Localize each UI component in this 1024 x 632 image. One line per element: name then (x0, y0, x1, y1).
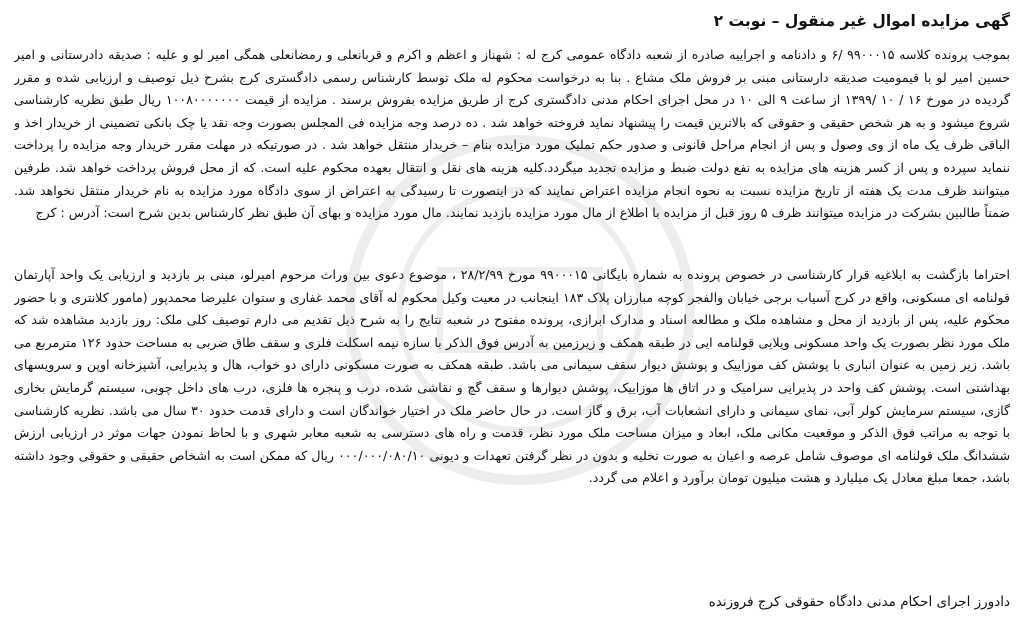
expert-report-paragraph: احتراما بازگشت به ابلاغیه قرار کارشناسی در خصوص پرونده به شماره بایگانی ۹۹۰۰۰۱۵ مورخ ۲۸/۲/۹۹ ، موضوع دعوی بین وراث مرحوم امیرلو، مبنی بر بازدید و ارزیابی یک واحد آپارتمان قولنامه ای مسکونی، واقع در کرج آسیاب برجی خیابان والفجر کوچه مبارزان پلاک ۱۸۳ اینجانب در معیت وکیل محکوم له آقای محمد غفاری و ستوان علیرضا محمدپور (مامور کلانتری و با حضور محکوم علیه، پس از بازدید از محل و مشاهده ملک و مطالعه اسناد و مدارک ابرازی، پرونده مفتوح در شعبه نتایج را به شرح ذیل تقدیم می دارم توصیف کلی ملک: روز بازدید مشاهده شد که ملک مورد نظر بصورت یک واحد مسکونی ویلایی قولنامه ایی در طبقه همکف و زیرزمین به آدرس فوق الذکر با سازه نیمه اسکلت فلزی و سقف طاق ضربی به مساحت حدود ۱۲۶ مترمربع می باشد. زیر زمین به عنوان انباری با پوشش کف موزاییک و پوشش دیوار سقف سیمانی می باشد. طبقه همکف به صورت مسکونی دارای دو خواب، هال و پذیرایی، آشپزخانه اوپن و سرویسهای بهداشتی است. پوشش کف واحد در پذیرایی سرامیک و در اتاق ها موزاییک، پوشش دیوارها و سقف گچ و نقاشی شده، درب و پنجره ها فلزی، درب های داخل چوبی، سیستم گرمایش بخاری گازی، سیستم سرمایش کولر آبی، نمای سیمانی و دارای انشعابات آب، برق و گاز است. در حال حاضر ملک در اختیار خواندگان است و دارای قدمت حدود ۳۰ سال می باشد. نظریه کارشناسی با توجه به مراتب فوق الذکر و موقعیت مکانی ملک، ابعاد و میزان مساحت ملک مورد نظر، قدمت و راه های دسترسی به شعبه معابر شهری و با لحاظ نمودن جهات موثر در ارزیابی ارزش ششدانگ ملک قولنامه ای موصوف شامل عرصه و اعیان به صورت تخلیه و بدون در نظر گرفتن تعهدات و دیونی ۰۰۰/۰۰۰/۰۸۰/۱۰ ریال که ممکن است به اشخاص حقیقی و حقوقی وجود داشته باشد، جمعا مبلغ معادل یک میلیارد و هشت میلیون تومان برآورد و اعلام می گردد. (14, 267, 1010, 486)
notice-title: گهی مزایده اموال غیر منقول – نوبت ۲ (713, 12, 1010, 30)
signature-line: دادورز اجرای احکام مدنی دادگاه حقوقی کرج فروزنده (708, 594, 1010, 610)
notice-paragraph-1: بموجب پرونده کلاسه ۹۹۰۰۰۱۵ /۶ و دادنامه و اجراییه صادره از شعبه دادگاه عمومی کرج له : شهناز و اعظم و اکرم و قربانعلی و رمضانعلی همگی امیر لو و علیه : صدیقه دادرستانی و امیر حسین امیر لو با قیمومیت صدیقه دارستانی مبنی بر فروش ملک مشاع . بنا به درخواست محکوم له ملک توسط کارشناس رسمی دادگستری کرج بشرح ذیل توصیف و ارزیابی شده و مقرر گردیده در مورخ ۱۶ / ۱۰ /۱۳۹۹ از ساعت ۹ الی ۱۰ در محل اجرای احکام مدنی دادگستری کرج از طریق مزایده بفروش برسند . مزایده از قیمت ۱۰۰۸۰۰۰۰۰۰۰ ریال طبق نظریه کارشناسی شروع میشود و به هر شخص حقیقی و حقوقی که بالاترین قیمت را پیشنهاد نماید فروخته خواهد شد . ده درصد وجه مزایده فی المجلس بصورت وجه نقد یا چک بانکی تضمینی از خریدار اخذ و الباقی ظرف یک ماه از وی وصول و پس از انجام مراحل قانونی و صدور حکم تملیک مورد مزایده بنام – خریدار منتقل خواهد شد . در صورتیکه در مهلت مقرر خریدار وجه مزایده را پرداخت ننماید سپرده و پس از کسر هزینه های مزایده به نفع دولت ضبط و مزایده تجدید میگردد.کلیه هزینه های نقل و انتقال بعهده محکوم علیه است. که از محل فروش پرداخت خواهد شد. طرفین میتوانند ظرف مدت یک هفته از تاریخ مزایده نسبت به نحوه انجام مزایده اعتراض نمایند که در اینصورت تا رسیدگی به اعتراض از سوی دادگاه مورد مزایده به نام خریدار منتقل نخواهد شد. ضمناً طالبین بشرکت در مزایده میتوانند ظرف ۵ روز قبل از مزایده با اطلاع از مال مورد مزایده بازدید نمایند. مال مورد مزایده و بهای آن طبق نظر کارشناس بدین شرح است: آدرس : کرج (14, 47, 1010, 221)
